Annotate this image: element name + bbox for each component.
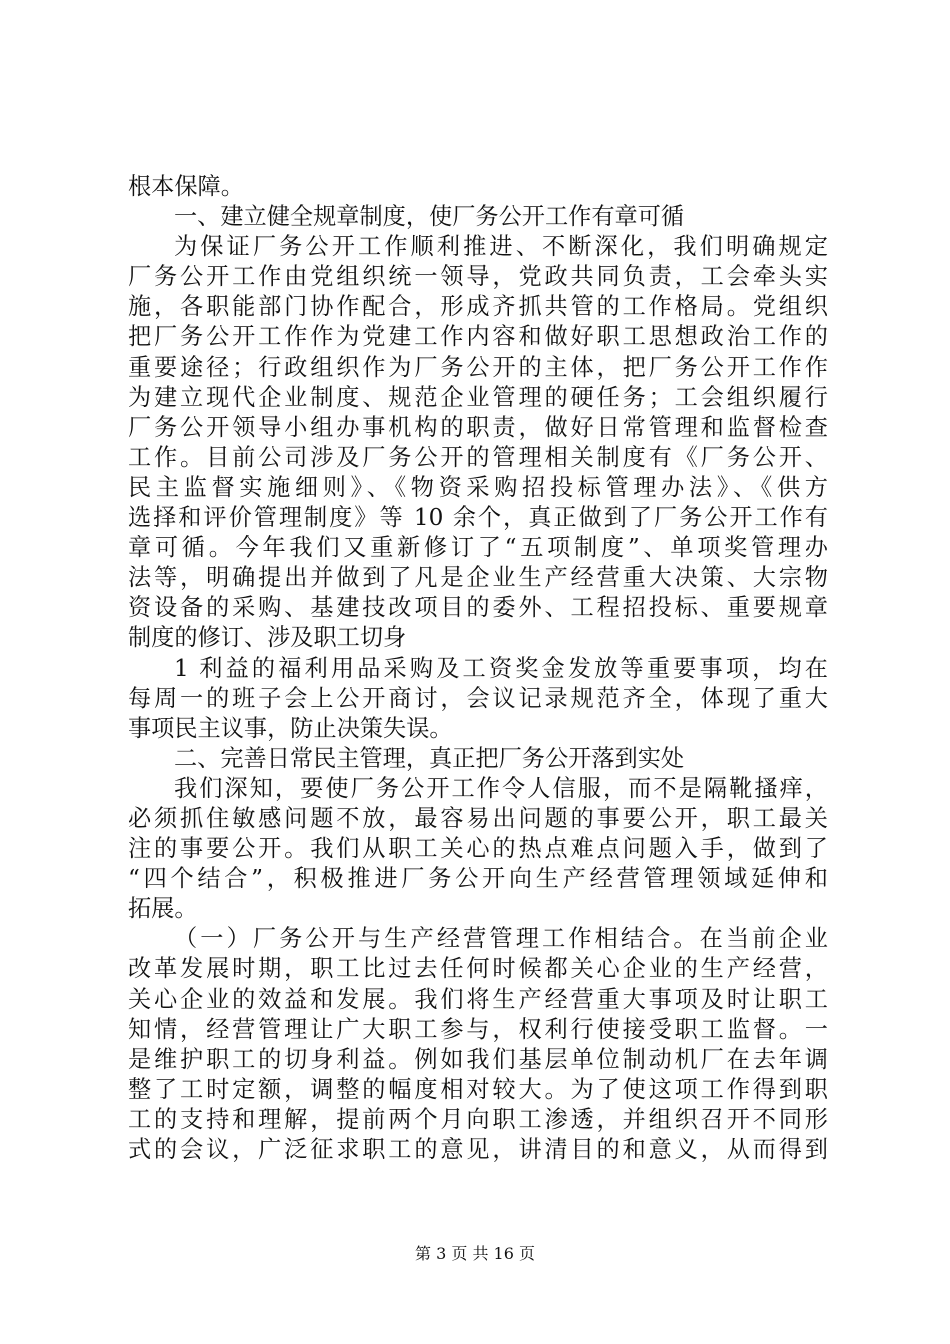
text-line: 二、完善日常民主管理，真正把厂务公开落到实处 [174, 744, 685, 772]
text-line: 资设备的采购、基建技改项目的委外、工程招投标、重要规章 [128, 594, 828, 622]
text-line: 法等，明确提出并做到了凡是企业生产经营重大决策、大宗物 [128, 564, 828, 592]
text-line: 关心企业的效益和发展。我们将生产经营重大事项及时让职工 [128, 985, 828, 1013]
text-line: 注的事要公开。我们从职工关心的热点难点问题入手，做到了 [128, 835, 828, 863]
text-line: 式的会议，广泛征求职工的意见，讲清目的和意义，从而得到 [128, 1136, 828, 1163]
text-line: 事项民主议事，防止决策失误。 [128, 714, 453, 742]
text-line: 根本保障。 [128, 173, 244, 200]
page-number-label: 第 3 页 共 16 页 [415, 1244, 535, 1263]
text-line: 1 利益的福利用品采购及工资奖金发放等重要事项，均在 [174, 654, 828, 682]
text-line: 把厂务公开工作作为党建工作内容和做好职工思想政治工作的 [128, 323, 828, 351]
text-line: 是维护职工的切身利益。例如我们基层单位制动机厂在去年调 [128, 1045, 828, 1073]
text-line: 施，各职能部门协作配合，形成齐抓共管的工作格局。党组织 [128, 293, 828, 321]
text-line: 厂务公开工作由党组织统一领导，党政共同负责，工会牵头实 [128, 263, 828, 291]
text-line: 为保证厂务公开工作顺利推进、不断深化，我们明确规定 [174, 233, 828, 261]
text-line: 选择和评价管理制度》等 10 余个，真正做到了厂务公开工作有 [128, 504, 828, 532]
text-line: 拓展。 [128, 895, 198, 923]
text-line: 制度的修订、涉及职工切身 [128, 624, 407, 652]
text-line: 厂务公开领导小组办事机构的职责，做好日常管理和监督检查 [128, 413, 828, 441]
text-line: 章可循。今年我们又重新修订了“五项制度”、单项奖管理办 [128, 534, 828, 562]
page-footer [0, 1244, 950, 1264]
text-line: 改革发展时期，职工比过去任何时候都关心企业的生产经营， [128, 955, 828, 983]
text-line: 民主监督实施细则》、《物资采购招投标管理办法》、《供方 [128, 473, 828, 501]
text-line: 必须抓住敏感问题不放，最容易出问题的事要公开，职工最关 [128, 804, 828, 832]
text-line: 我们深知，要使厂务公开工作令人信服，而不是隔靴搔痒， [174, 774, 828, 802]
document-body [128, 172, 828, 1165]
text-line: （一）厂务公开与生产经营管理工作相结合。在当前企业 [174, 925, 828, 953]
text-line: 重要途径；行政组织作为厂务公开的主体，把厂务公开工作作 [128, 353, 828, 381]
text-line: 工作。目前公司涉及厂务公开的管理相关制度有《厂务公开、 [128, 443, 828, 471]
text-line: 知情，经营管理让广大职工参与，权利行使接受职工监督。一 [128, 1015, 828, 1043]
text-line: 每周一的班子会上公开商讨，会议记录规范齐全，体现了重大 [128, 684, 828, 712]
text-line: 一、建立健全规章制度，使厂务公开工作有章可循 [174, 203, 685, 231]
text-line: 整了工时定额，调整的幅度相对较大。为了使这项工作得到职 [128, 1075, 828, 1103]
text-line: “四个结合”，积极推进厂务公开向生产经营管理领域延伸和 [128, 865, 828, 893]
text-line: 工的支持和理解，提前两个月向职工渗透，并组织召开不同形 [128, 1105, 828, 1133]
text-line: 为建立现代企业制度、规范企业管理的硬任务；工会组织履行 [128, 383, 828, 411]
